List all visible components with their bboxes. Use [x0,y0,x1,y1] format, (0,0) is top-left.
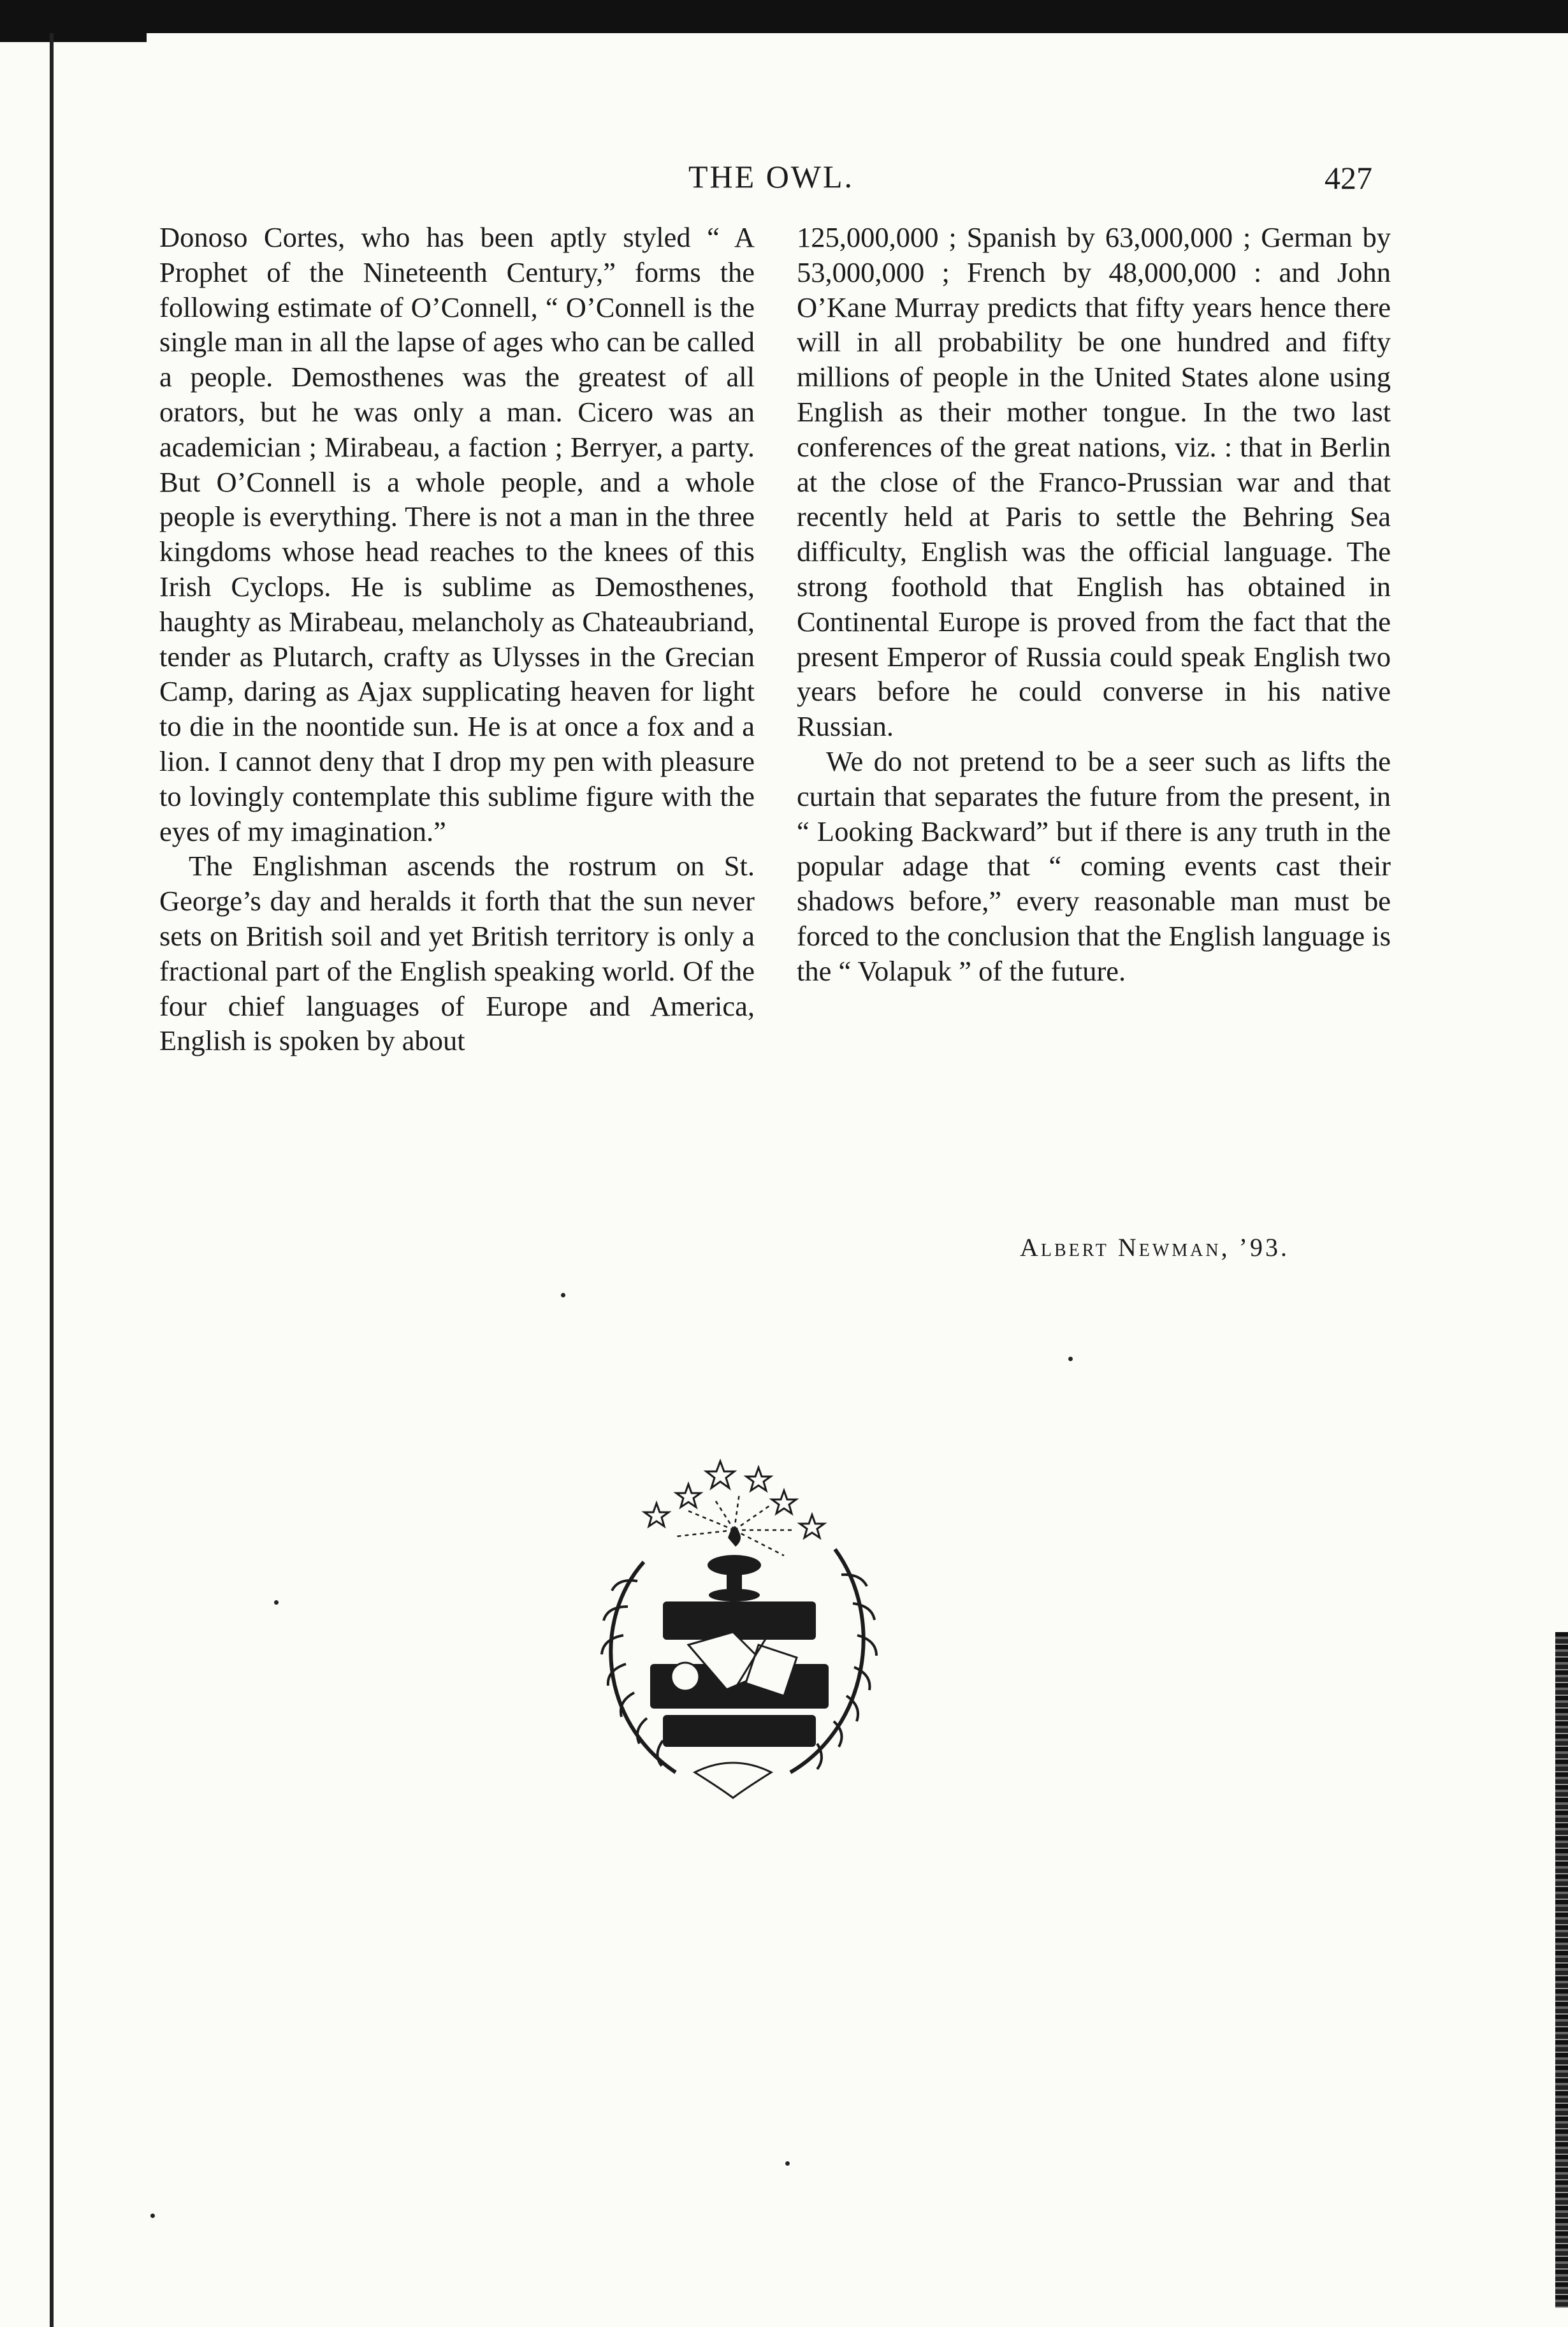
running-title: THE OWL. [688,159,855,194]
speck [785,2161,790,2166]
lamp-book-wreath-vignette-icon [567,1454,899,1811]
speck [561,1293,565,1297]
star-icon [676,1484,701,1507]
speck [1068,1357,1073,1361]
star-icon [746,1468,771,1491]
star-icon [706,1461,734,1488]
left-text-column [159,220,755,1058]
author-signature: Albert Newman, ’93. [1020,1233,1289,1262]
paragraph: We do not pretend to be a seer such as lifts the curtain that separates the future from the present, in “ Looking Backward” but if there is any truth in the popular adage that “ coming events cast their shadows before,” every reasonable man must be forced to the conclusion that the English language is the “ Volapuk ” of the future. [797,745,1391,987]
paragraph: 125,000,000 ; Spanish by 63,000,000 ; German by 53,000,000 ; French by 48,000,000 : and John O’Kane Murray predicts that fifty years hence there will in all probability be one hundred and fifty millions of people in the United States alone using English as their mother tongue. In the two last conferences of the great nations, viz. : that in Berlin at the close of the Franco-Prussian war and that recently held at Paris to settle the Behring Sea difficulty, English was the official language. The strong foothold that English has obtained in Continental Europe is proved from the fact that the present Emperor of Russia could speak English two years before he could converse in his native Russian. [797,221,1391,743]
paragraph: The Englishman ascends the rostrum on St. George’s day and heralds it forth that the sun never sets on British soil and yet British territory is only a fractional part of the English speaking world. Of the four chief languages of Europe and America, English is spoken by about [159,850,755,1057]
speck [274,1600,279,1605]
page-number: 427 [1325,160,1372,196]
scan-top-border-notch [0,33,147,42]
scan-left-margin-line [50,33,54,2327]
speck [150,2214,155,2218]
star-icon [644,1503,669,1526]
star-icon [772,1491,796,1514]
right-text-column [797,220,1391,989]
star-icon [800,1515,824,1538]
scan-right-edge-damage [1555,1632,1568,2308]
scan-top-border [0,0,1568,33]
paragraph: Donoso Cortes, who has been aptly styled “ A Prophet of the Nineteenth Century,” forms the following estimate of O’Connell, “ O’Connell is the single man in all the lapse of ages who can be called a people. Demosthenes was the greatest of all orators, but he was only a man. Cicero was an academician ; Mirabeau, a faction ; Berryer, a party. But O’Connell is a whole people, and a whole people is everything. There is not a man in the three kingdoms whose head reaches to the knees of this Irish Cyclops. He is sublime as Demosthenes, haughty as Mirabeau, melancholy as Chateaubriand, tender as Plutarch, crafty as Ulysses in the Grecian Camp, daring as Ajax supplicating heaven for light to die in the noontide sun. He is at once a fox and a lion. I cannot deny that I drop my pen with pleasure to lovingly contemplate this sublime figure with the eyes of my imagination.” [159,221,755,847]
